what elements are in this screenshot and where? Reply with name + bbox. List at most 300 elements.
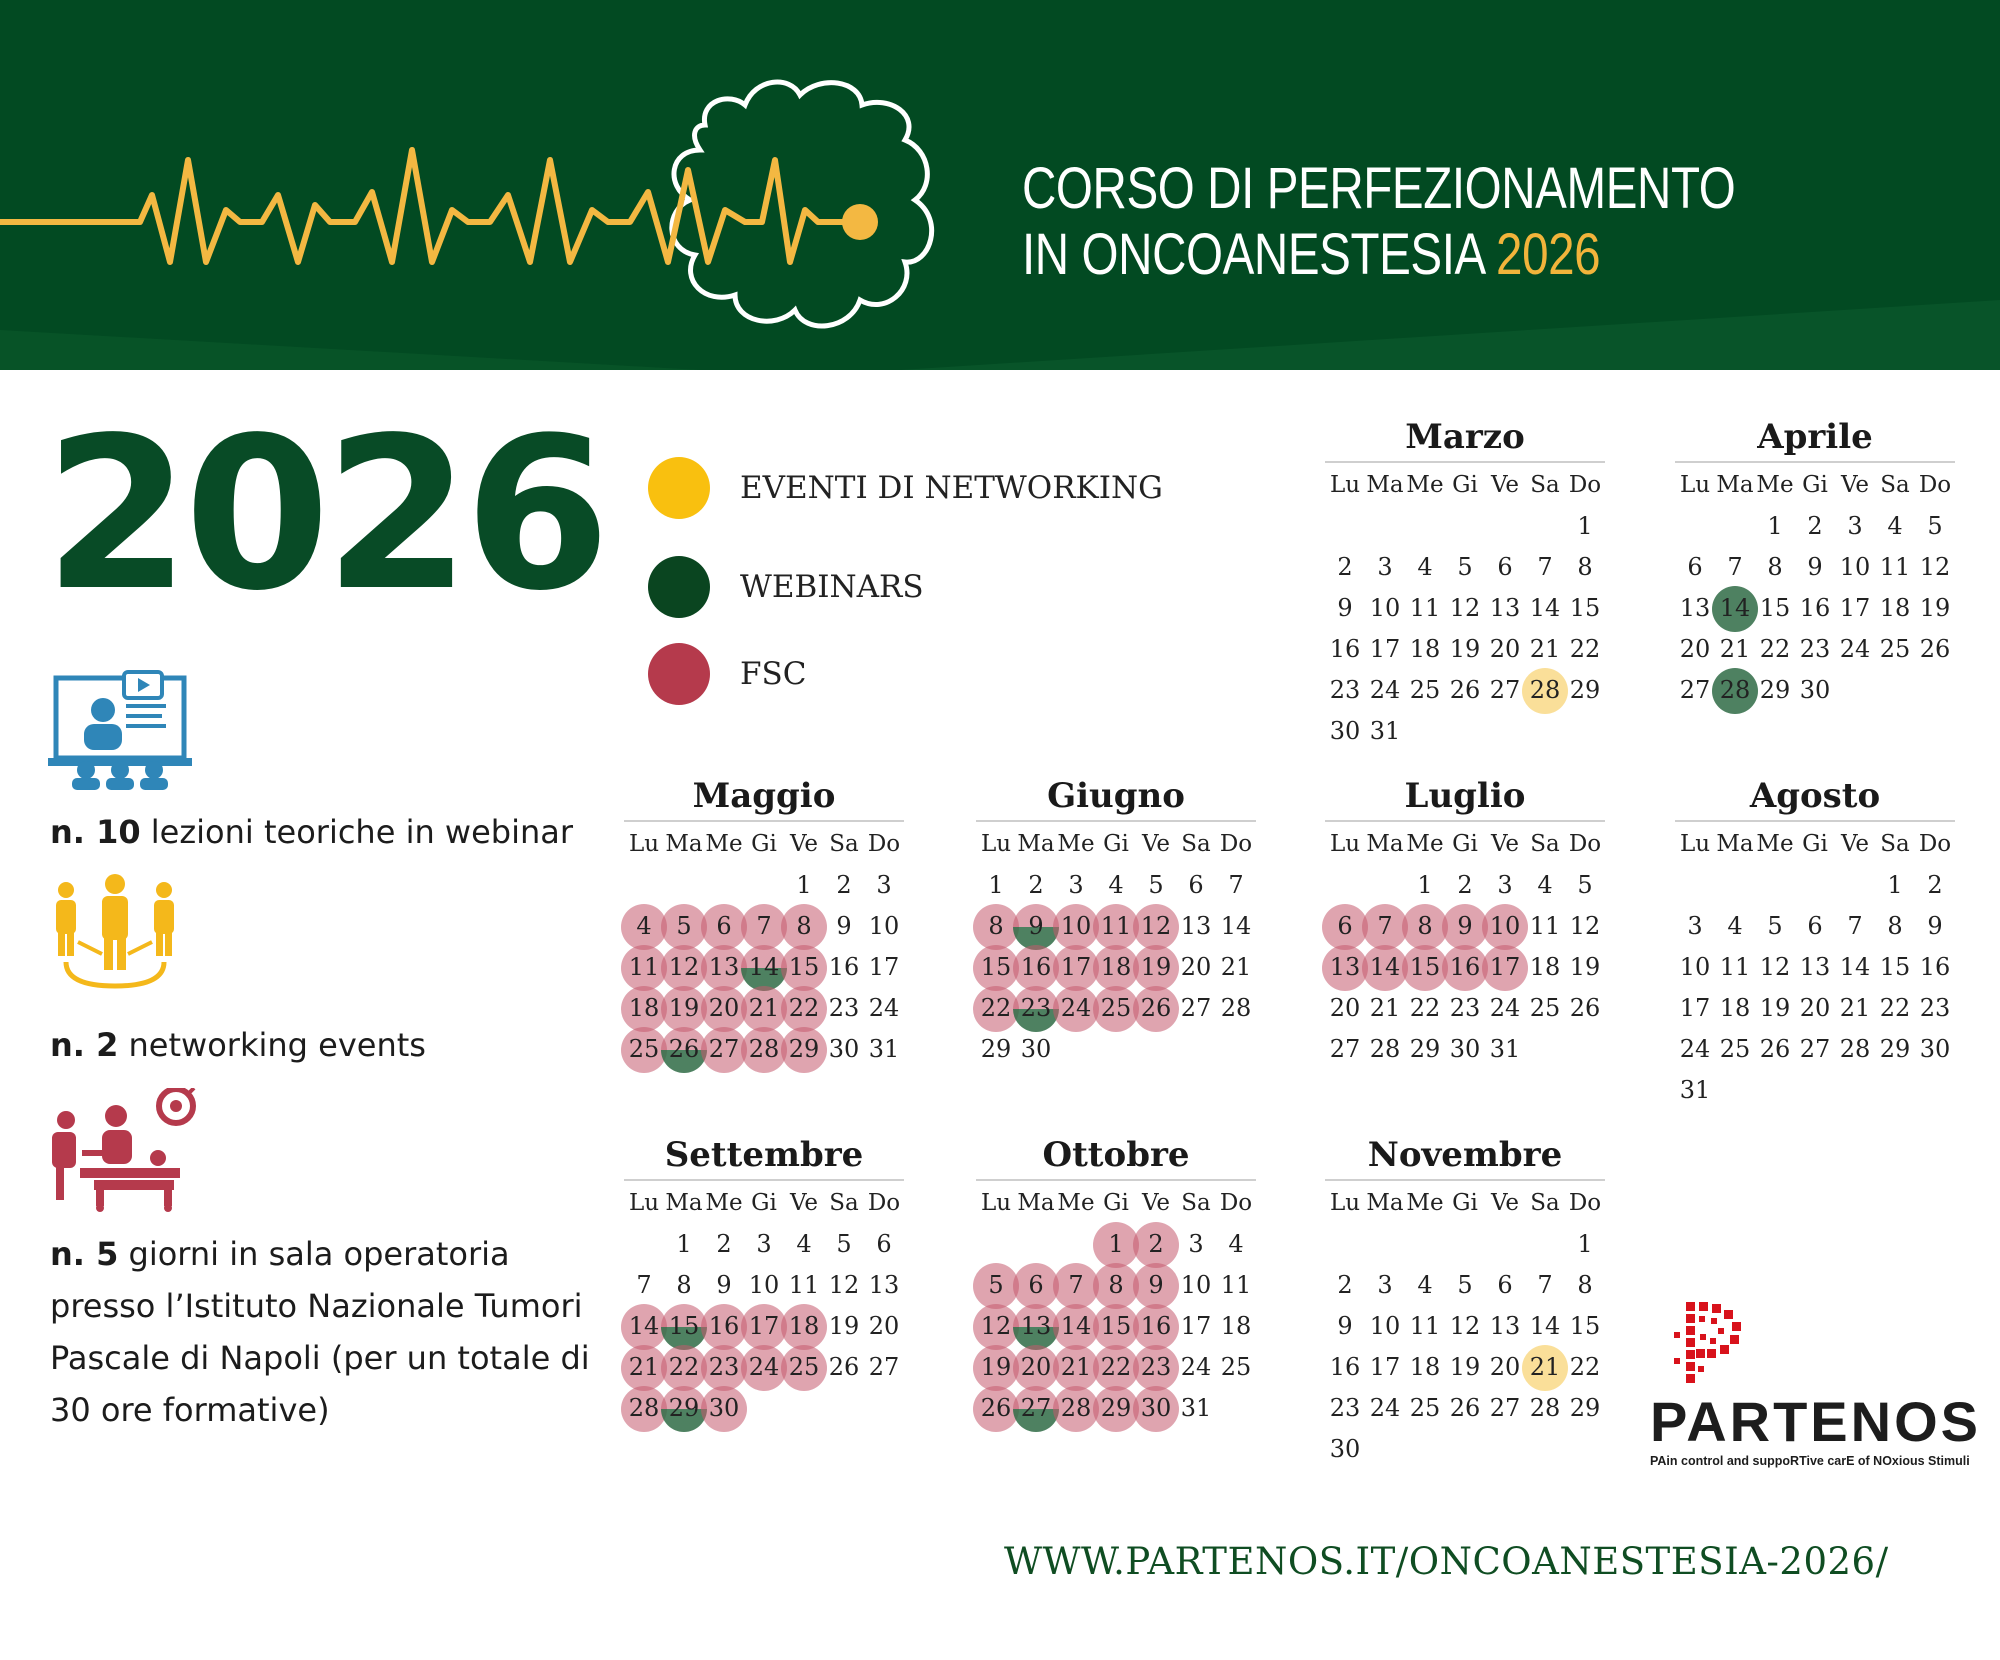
day-cell [1365, 711, 1405, 752]
day-cell [1136, 1306, 1176, 1347]
day-cell [624, 947, 664, 988]
day-cell [664, 1265, 704, 1306]
day-number: 26 [1449, 676, 1481, 704]
day-cell [1445, 547, 1485, 588]
day-number: 24 [1369, 676, 1401, 704]
empty-cell [1715, 865, 1755, 906]
day-number: 30 [1919, 1035, 1951, 1063]
weekday-label: Do [1219, 1190, 1253, 1216]
day-number: 16 [1140, 1312, 1172, 1340]
day-cell [1096, 865, 1136, 906]
day-number: 8 [1767, 553, 1783, 581]
day-cell [704, 988, 744, 1029]
month-grid [976, 1183, 1256, 1429]
day-number: 23 [708, 1353, 740, 1381]
day-cell [624, 1347, 664, 1388]
course-title-line1: CORSO DI PERFEZIONAMENTO [1022, 156, 1736, 221]
day-cell [976, 1265, 1016, 1306]
day-number: 1 [796, 871, 812, 899]
day-number: 7 [1537, 1271, 1553, 1299]
day-number: 14 [1839, 953, 1871, 981]
day-cell [1176, 1224, 1216, 1265]
day-cell [1565, 865, 1605, 906]
day-number: 25 [1220, 1353, 1252, 1381]
day-number: 12 [668, 953, 700, 981]
day-number: 29 [1100, 1394, 1132, 1422]
weekday-label: Lu [980, 1190, 1012, 1216]
weekday-label: Do [1918, 472, 1952, 498]
day-number: 15 [1569, 594, 1601, 622]
day-cell [1096, 906, 1136, 947]
weekday-label: Ve [1490, 831, 1520, 857]
day-cell [1365, 588, 1405, 629]
day-number: 1 [676, 1230, 692, 1258]
day-number: 25 [1719, 1035, 1751, 1063]
day-number: 3 [1377, 1271, 1393, 1299]
day-cell [784, 947, 824, 988]
weekday-label: Do [867, 1190, 901, 1216]
networking-dot-icon [648, 457, 710, 519]
day-number: 4 [636, 912, 652, 940]
day-number: 28 [628, 1394, 660, 1422]
day-number: 16 [708, 1312, 740, 1340]
weekday-label: Gi [1802, 831, 1828, 857]
weekday-label: Ma [1366, 472, 1404, 498]
day-number: 22 [1100, 1353, 1132, 1381]
day-cell [1835, 629, 1875, 670]
weekday-label: Me [1756, 831, 1794, 857]
day-number: 14 [748, 953, 780, 981]
day-number: 28 [1369, 1035, 1401, 1063]
day-cell [824, 1265, 864, 1306]
day-cell [1325, 588, 1365, 629]
day-number: 9 [1927, 912, 1943, 940]
weekday-label: Gi [1802, 472, 1828, 498]
empty-cell [976, 1224, 1016, 1265]
day-cell [624, 906, 664, 947]
day-number: 12 [1919, 553, 1951, 581]
weekday-label: Gi [1103, 831, 1129, 857]
day-number: 20 [1799, 994, 1831, 1022]
empty-cell [1405, 1224, 1445, 1265]
day-cell [1325, 547, 1365, 588]
day-number: 6 [876, 1230, 892, 1258]
day-cell [1525, 1347, 1565, 1388]
stat-networking [50, 1019, 426, 1071]
day-number: 25 [788, 1353, 820, 1381]
day-number: 18 [1409, 635, 1441, 663]
day-cell [864, 947, 904, 988]
day-number: 4 [1537, 871, 1553, 899]
day-number: 16 [1799, 594, 1831, 622]
day-cell [1056, 865, 1096, 906]
day-cell [1915, 547, 1955, 588]
day-cell [744, 1347, 784, 1388]
day-cell [1445, 1306, 1485, 1347]
day-number: 10 [748, 1271, 780, 1299]
month-grid [1325, 465, 1605, 752]
day-number: 11 [1220, 1271, 1252, 1299]
day-cell [1485, 947, 1525, 988]
day-number: 26 [1759, 1035, 1791, 1063]
day-number: 24 [1369, 1394, 1401, 1422]
day-cell [1445, 988, 1485, 1029]
day-cell [1445, 1029, 1485, 1070]
day-number: 31 [1180, 1394, 1212, 1422]
day-cell [1485, 1347, 1525, 1388]
day-number: 25 [1879, 635, 1911, 663]
day-number: 30 [1449, 1035, 1481, 1063]
day-cell [1485, 547, 1525, 588]
day-number: 18 [1100, 953, 1132, 981]
day-cell [1136, 1265, 1176, 1306]
day-number: 2 [1337, 1271, 1353, 1299]
day-number: 22 [980, 994, 1012, 1022]
day-cell [1875, 988, 1915, 1029]
day-cell [1565, 629, 1605, 670]
day-number: 22 [1569, 635, 1601, 663]
day-number: 16 [828, 953, 860, 981]
day-number: 15 [668, 1312, 700, 1340]
day-cell [1525, 865, 1565, 906]
day-number: 26 [828, 1353, 860, 1381]
day-number: 15 [1100, 1312, 1132, 1340]
day-number: 8 [1108, 1271, 1124, 1299]
day-cell [1875, 947, 1915, 988]
month-grid [1325, 1183, 1605, 1470]
day-cell [1835, 906, 1875, 947]
day-cell [704, 1388, 744, 1429]
day-number: 9 [1807, 553, 1823, 581]
empty-cell [1755, 865, 1795, 906]
day-cell [1755, 906, 1795, 947]
weekday-label: Gi [751, 1190, 777, 1216]
day-cell [1485, 988, 1525, 1029]
weekday-label: Ma [665, 1190, 703, 1216]
day-cell [1915, 629, 1955, 670]
day-number: 21 [628, 1353, 660, 1381]
weekday-label: Lu [628, 831, 660, 857]
day-number: 2 [1927, 871, 1943, 899]
day-cell [1136, 906, 1176, 947]
day-cell [1405, 906, 1445, 947]
day-number: 3 [1847, 512, 1863, 540]
day-cell [1795, 988, 1835, 1029]
day-cell [1715, 588, 1755, 629]
day-cell [1755, 1029, 1795, 1070]
day-cell [704, 1265, 744, 1306]
day-cell [744, 988, 784, 1029]
day-cell [784, 1224, 824, 1265]
day-cell [976, 947, 1016, 988]
day-number: 17 [868, 953, 900, 981]
month-grid [1675, 824, 1955, 1111]
day-cell [1056, 1306, 1096, 1347]
day-cell [1096, 1265, 1136, 1306]
day-number: 23 [1799, 635, 1831, 663]
day-number: 6 [1807, 912, 1823, 940]
day-cell [1405, 1029, 1445, 1070]
day-number: 10 [1060, 912, 1092, 940]
day-number: 24 [1679, 1035, 1711, 1063]
day-number: 19 [1449, 1353, 1481, 1381]
weekday-label: Ve [1141, 1190, 1171, 1216]
day-cell [1365, 1265, 1405, 1306]
month-grid [624, 1183, 904, 1429]
legend-label: FSC [740, 656, 807, 692]
day-number: 8 [796, 912, 812, 940]
day-cell [1016, 865, 1056, 906]
day-number: 9 [836, 912, 852, 940]
day-cell [1755, 988, 1795, 1029]
course-title [1022, 156, 1735, 288]
day-number: 19 [1140, 953, 1172, 981]
day-cell [1525, 547, 1565, 588]
day-number: 18 [1719, 994, 1751, 1022]
day-cell [976, 1029, 1016, 1070]
weekday-label: Lu [1329, 472, 1361, 498]
weekday-label: Ve [1840, 472, 1870, 498]
day-number: 7 [1847, 912, 1863, 940]
day-cell [704, 906, 744, 947]
website-url[interactable]: WWW.PARTENOS.IT/ONCOANESTESIA-2026/ [1004, 1540, 1889, 1583]
empty-cell [1445, 506, 1485, 547]
empty-cell [1675, 865, 1715, 906]
day-cell [1795, 547, 1835, 588]
day-number: 4 [1727, 912, 1743, 940]
day-cell [824, 947, 864, 988]
day-number: 6 [1497, 553, 1513, 581]
day-number: 8 [1417, 912, 1433, 940]
day-cell [1216, 906, 1256, 947]
day-number: 11 [628, 953, 660, 981]
month-name: Agosto [1675, 774, 1955, 822]
day-number: 15 [1879, 953, 1911, 981]
day-number: 10 [1369, 594, 1401, 622]
day-number: 27 [1180, 994, 1212, 1022]
day-number: 14 [1529, 1312, 1561, 1340]
day-number: 22 [788, 994, 820, 1022]
day-number: 29 [1879, 1035, 1911, 1063]
day-number: 13 [708, 953, 740, 981]
day-cell [1915, 988, 1955, 1029]
day-cell [1056, 947, 1096, 988]
day-cell [1485, 1265, 1525, 1306]
day-cell [1525, 670, 1565, 711]
empty-cell [1715, 506, 1755, 547]
day-number: 30 [1020, 1035, 1052, 1063]
day-cell [1365, 1388, 1405, 1429]
day-cell [976, 1306, 1016, 1347]
day-number: 1 [1887, 871, 1903, 899]
day-number: 26 [668, 1035, 700, 1063]
day-number: 9 [1148, 1271, 1164, 1299]
webinar-dot-icon [648, 556, 710, 618]
day-number: 12 [980, 1312, 1012, 1340]
day-number: 2 [1028, 871, 1044, 899]
day-cell [1176, 1306, 1216, 1347]
day-cell [1445, 670, 1485, 711]
day-cell [1365, 906, 1405, 947]
day-cell [624, 1029, 664, 1070]
day-number: 28 [1220, 994, 1252, 1022]
day-number: 9 [1337, 1312, 1353, 1340]
day-number: 21 [1529, 1353, 1561, 1381]
day-cell [664, 947, 704, 988]
day-number: 9 [1337, 594, 1353, 622]
day-cell [624, 1265, 664, 1306]
day-number: 27 [1329, 1035, 1361, 1063]
day-number: 21 [748, 994, 780, 1022]
day-cell [1675, 1029, 1715, 1070]
weekday-label: Do [867, 831, 901, 857]
day-cell [1525, 588, 1565, 629]
day-number: 8 [1577, 553, 1593, 581]
day-cell [1565, 988, 1605, 1029]
day-cell [1365, 1029, 1405, 1070]
day-number: 25 [1409, 676, 1441, 704]
day-cell [1875, 906, 1915, 947]
day-cell [864, 906, 904, 947]
fsc-dot-icon [648, 643, 710, 705]
day-cell [1365, 1347, 1405, 1388]
day-number: 13 [1489, 594, 1521, 622]
day-number: 25 [1100, 994, 1132, 1022]
day-cell [1136, 1224, 1176, 1265]
day-cell [976, 988, 1016, 1029]
day-cell [1325, 670, 1365, 711]
day-number: 10 [1369, 1312, 1401, 1340]
day-number: 21 [1529, 635, 1561, 663]
weekday-label: Me [1057, 831, 1095, 857]
day-number: 15 [1409, 953, 1441, 981]
day-number: 11 [1100, 912, 1132, 940]
stat-webinar [50, 806, 573, 858]
day-number: 29 [1569, 676, 1601, 704]
day-cell [1216, 1306, 1256, 1347]
day-cell [864, 865, 904, 906]
day-number: 6 [1028, 1271, 1044, 1299]
weekday-label: Me [705, 831, 743, 857]
day-number: 30 [1140, 1394, 1172, 1422]
month-calendar [624, 1133, 904, 1429]
empty-cell [1365, 865, 1405, 906]
day-number: 23 [1919, 994, 1951, 1022]
weekday-label: Do [1568, 472, 1602, 498]
empty-cell [1056, 1224, 1096, 1265]
day-cell [1915, 865, 1955, 906]
day-number: 12 [1759, 953, 1791, 981]
day-number: 22 [1409, 994, 1441, 1022]
day-cell [744, 947, 784, 988]
day-cell [1565, 670, 1605, 711]
day-cell [1405, 947, 1445, 988]
day-number: 5 [1767, 912, 1783, 940]
day-number: 29 [788, 1035, 820, 1063]
weekday-label: Gi [1452, 831, 1478, 857]
day-cell [1016, 988, 1056, 1029]
day-cell [1915, 506, 1955, 547]
month-name: Maggio [624, 774, 904, 822]
day-cell [784, 906, 824, 947]
month-name: Giugno [976, 774, 1256, 822]
weekday-label: Gi [751, 831, 777, 857]
day-cell [1016, 1306, 1056, 1347]
stat-count: n. 2 [50, 1026, 119, 1064]
day-number: 28 [1060, 1394, 1092, 1422]
day-cell [1325, 1265, 1365, 1306]
day-number: 13 [868, 1271, 900, 1299]
weekday-label: Lu [980, 831, 1012, 857]
day-number: 9 [1457, 912, 1473, 940]
day-cell [1675, 988, 1715, 1029]
day-number: 14 [1060, 1312, 1092, 1340]
day-number: 3 [1377, 553, 1393, 581]
day-cell [704, 947, 744, 988]
day-number: 30 [828, 1035, 860, 1063]
day-number: 3 [1687, 912, 1703, 940]
day-number: 24 [1839, 635, 1871, 663]
day-number: 2 [716, 1230, 732, 1258]
day-cell [1565, 588, 1605, 629]
day-cell [1016, 1388, 1056, 1429]
day-number: 24 [868, 994, 900, 1022]
day-cell [664, 906, 704, 947]
day-cell [1565, 947, 1605, 988]
day-cell [1525, 1265, 1565, 1306]
day-number: 31 [868, 1035, 900, 1063]
weekday-label: Ve [789, 831, 819, 857]
day-cell [1216, 947, 1256, 988]
day-cell [1675, 629, 1715, 670]
day-cell [704, 1347, 744, 1388]
day-cell [1096, 988, 1136, 1029]
year-heading: 2026 [44, 392, 605, 637]
day-number: 6 [716, 912, 732, 940]
day-cell [1216, 1224, 1256, 1265]
day-cell [1715, 670, 1755, 711]
day-cell [1056, 906, 1096, 947]
day-cell [1565, 906, 1605, 947]
header-banner [0, 0, 2000, 370]
day-cell [1365, 670, 1405, 711]
weekday-label: Sa [1880, 472, 1910, 498]
weekday-label: Sa [1530, 1190, 1560, 1216]
day-cell [1405, 865, 1445, 906]
day-number: 27 [1020, 1394, 1052, 1422]
day-number: 15 [788, 953, 820, 981]
partenos-p-mark-icon [1666, 1302, 1756, 1390]
day-number: 13 [1020, 1312, 1052, 1340]
day-number: 19 [1759, 994, 1791, 1022]
stat-count: n. 5 [50, 1235, 119, 1273]
day-number: 21 [1839, 994, 1871, 1022]
weekday-label: Gi [1103, 1190, 1129, 1216]
day-cell [704, 1306, 744, 1347]
webinar-icon [48, 670, 198, 794]
day-cell [1875, 547, 1915, 588]
day-number: 4 [1417, 1271, 1433, 1299]
day-cell [1405, 1347, 1445, 1388]
stat-operating-room [50, 1228, 620, 1436]
month-name: Aprile [1675, 415, 1955, 463]
day-number: 12 [828, 1271, 860, 1299]
day-cell [744, 906, 784, 947]
day-number: 10 [868, 912, 900, 940]
month-name: Ottobre [976, 1133, 1256, 1181]
empty-cell [624, 865, 664, 906]
day-number: 19 [1449, 635, 1481, 663]
